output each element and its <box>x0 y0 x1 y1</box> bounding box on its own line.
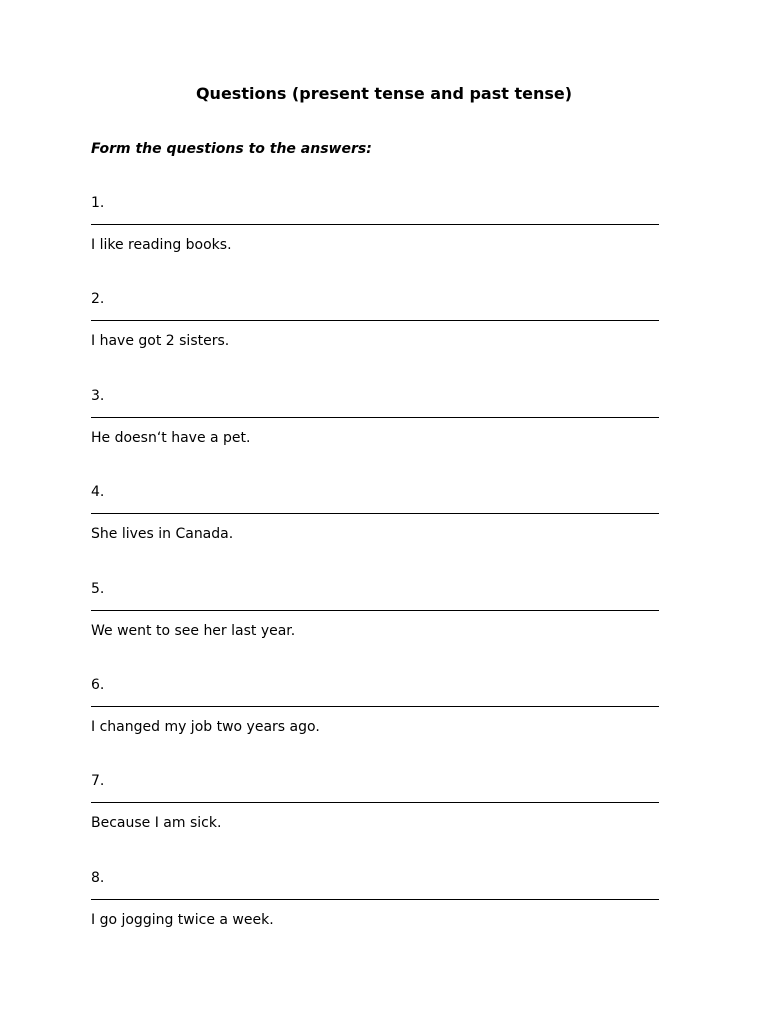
question-blank-line <box>91 610 659 611</box>
question-blank-line <box>91 417 659 418</box>
exercise-item <box>91 869 659 965</box>
answer-text: She lives in Canada. <box>91 526 234 543</box>
page-title: Questions (present tense and past tense) <box>195 84 573 103</box>
item-number: 4. <box>91 484 105 501</box>
item-number: 1. <box>91 195 105 211</box>
exercise-item <box>91 483 659 579</box>
question-blank-line <box>91 706 659 707</box>
answer-text: He doesn‘t have a pet. <box>91 429 251 446</box>
item-number: 5. <box>91 580 105 597</box>
exercise-list <box>91 194 659 965</box>
item-number: 8. <box>91 869 105 886</box>
item-number: 7. <box>91 773 105 790</box>
answer-text: I changed my job two years ago. <box>91 718 320 735</box>
question-blank-line <box>91 320 659 321</box>
question-blank-line <box>91 899 659 900</box>
answer-text: Because I am sick. <box>91 815 222 832</box>
exercise-item <box>91 580 659 676</box>
answer-text: We went to see her last year. <box>91 622 296 639</box>
instruction-text: Form the questions to the answers: <box>91 141 372 157</box>
item-number: 6. <box>91 676 105 693</box>
exercise-item <box>91 290 659 386</box>
question-blank-line <box>91 513 659 514</box>
exercise-item <box>91 387 659 483</box>
question-blank-line <box>91 224 659 225</box>
exercise-item <box>91 676 659 772</box>
answer-text: I go jogging twice a week. <box>91 911 274 928</box>
exercise-item <box>91 772 659 868</box>
item-number: 3. <box>91 387 105 404</box>
question-blank-line <box>91 802 659 803</box>
item-number: 2. <box>91 291 105 308</box>
exercise-item <box>91 194 659 290</box>
answer-text: I have got 2 sisters. <box>91 333 230 350</box>
answer-text: I like reading books. <box>91 237 232 253</box>
